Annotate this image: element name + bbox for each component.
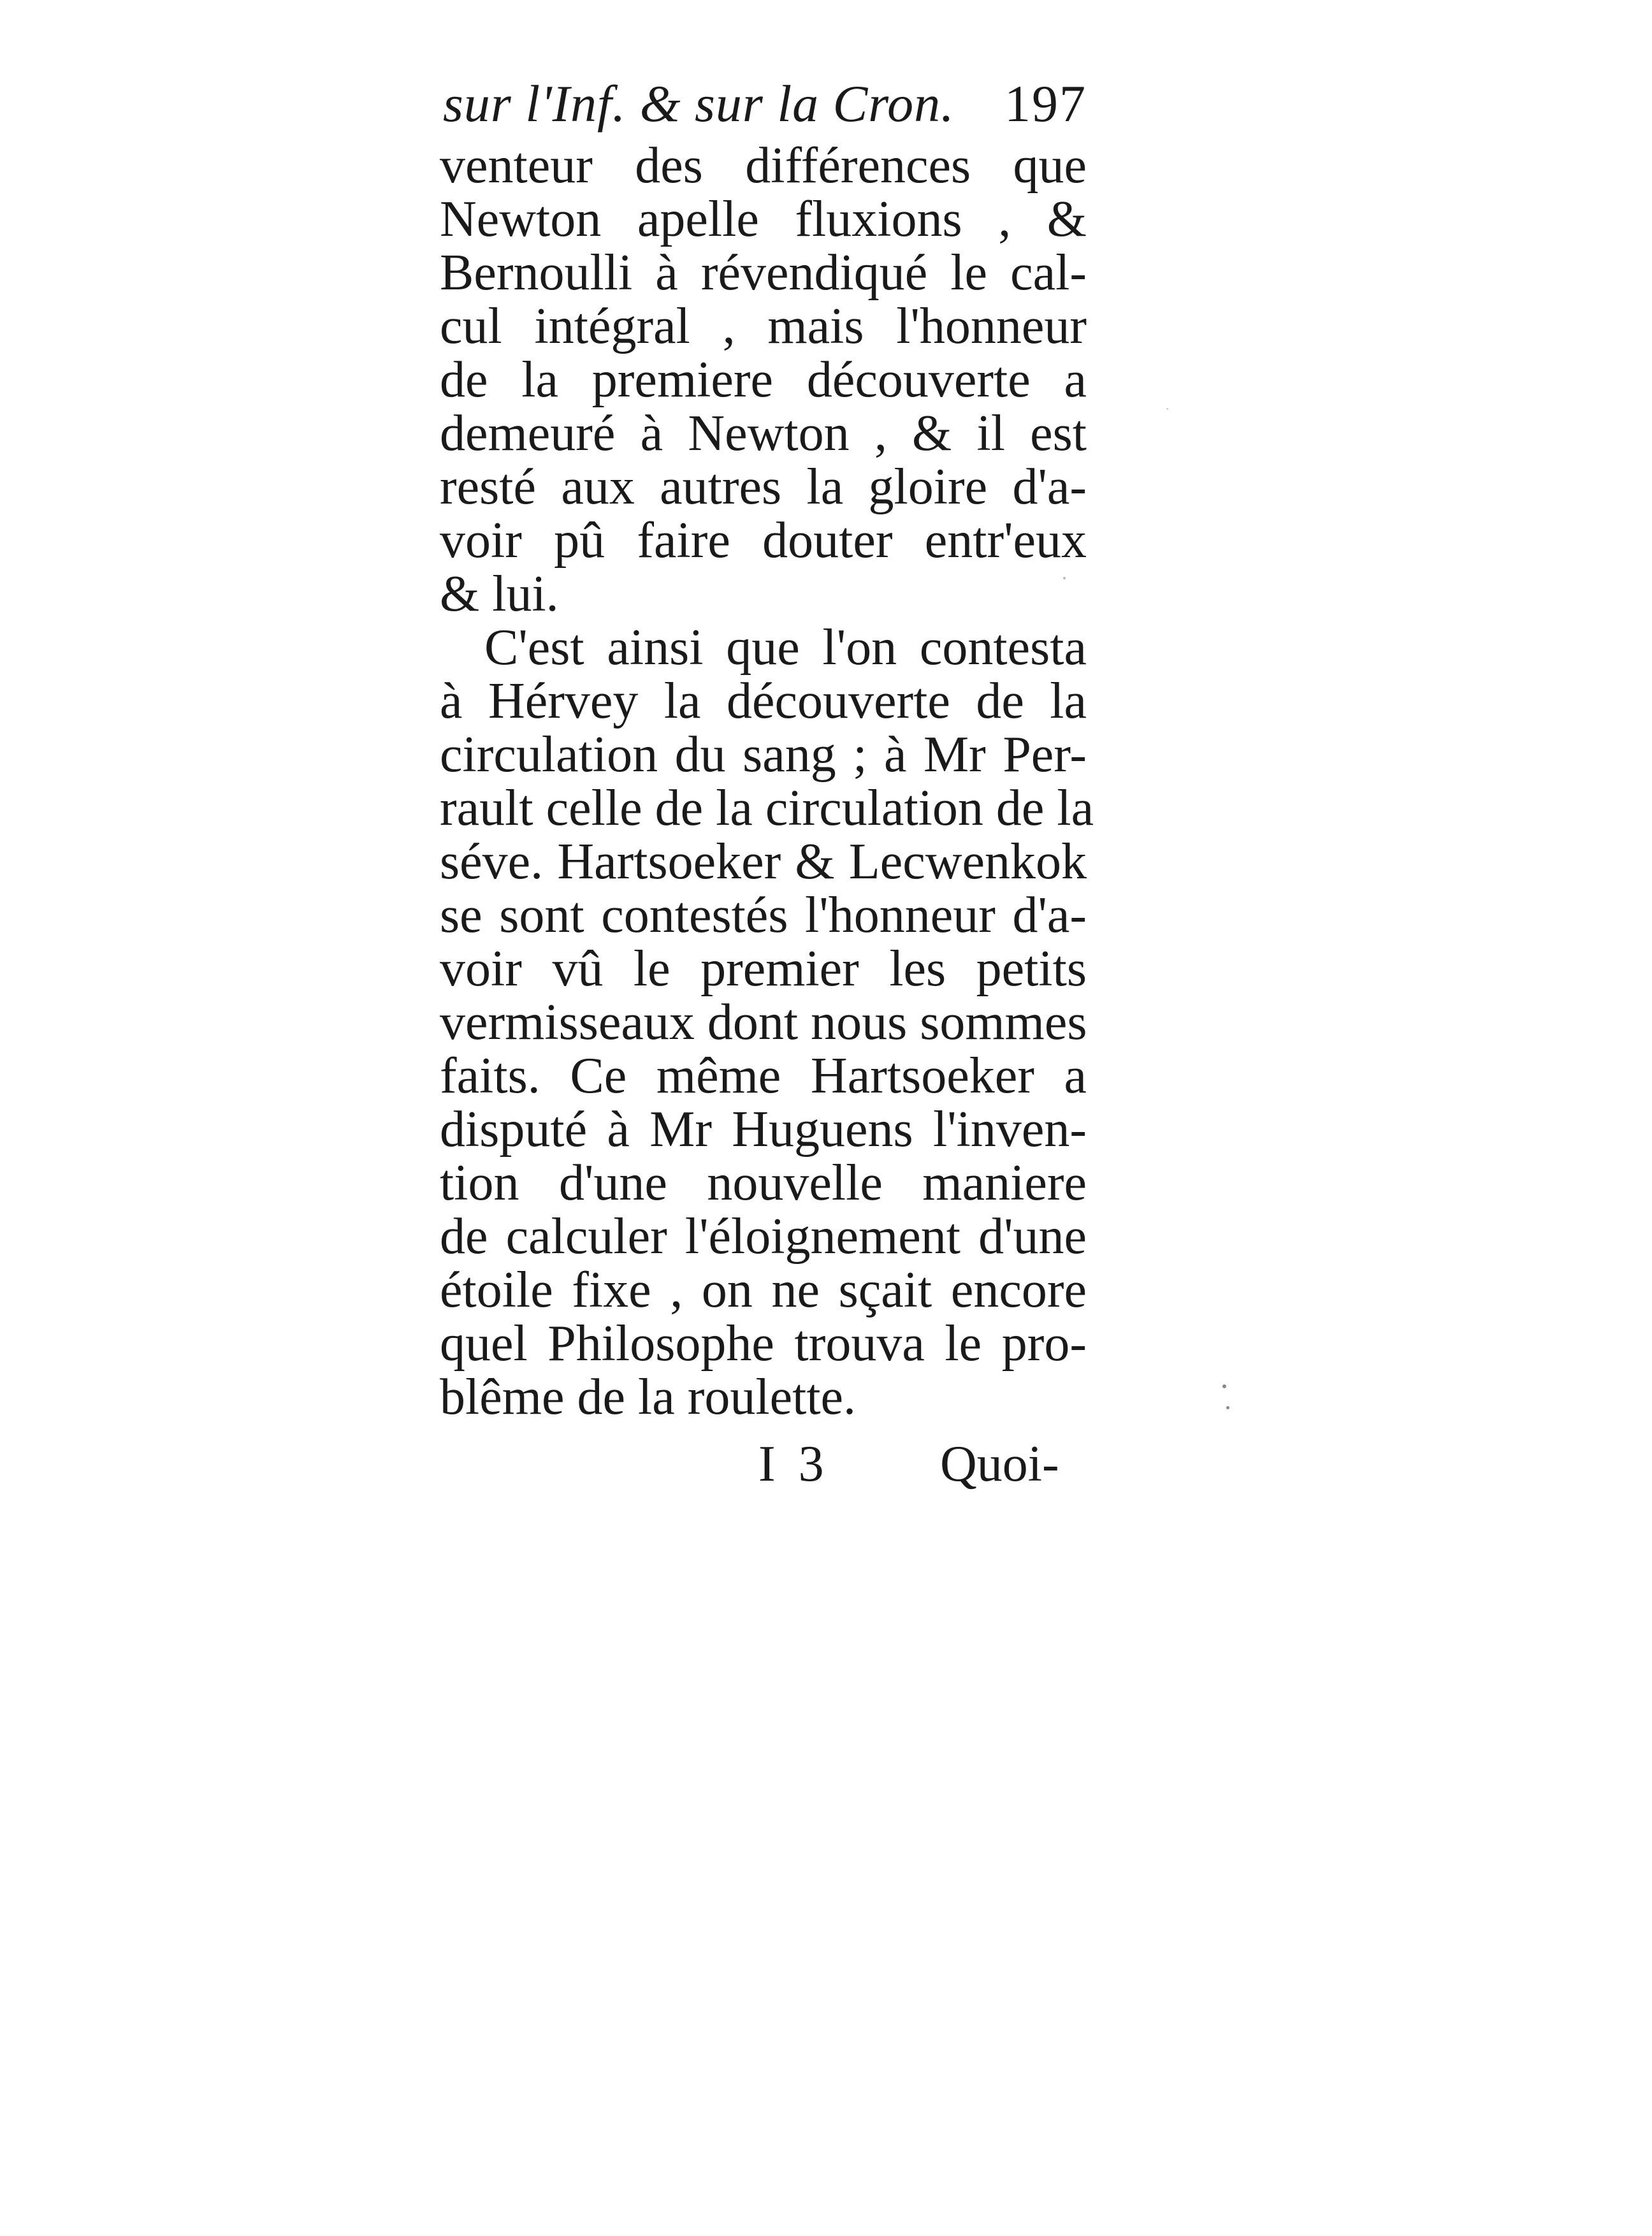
text-line: tion d'une nouvelle maniere bbox=[440, 1155, 1087, 1211]
running-title: sur l'Inf. & sur la Cron. bbox=[443, 75, 955, 133]
paper-speck bbox=[1222, 1384, 1226, 1388]
running-head bbox=[443, 69, 1087, 139]
text-line: resté aux autres la gloire d'a- bbox=[440, 459, 1087, 515]
text-line: C'est ainsi que l'on contesta bbox=[484, 620, 1087, 676]
body-text bbox=[440, 138, 1094, 1425]
text-line: voir vû le premier les petits bbox=[440, 941, 1087, 997]
text-line: & lui. bbox=[440, 566, 559, 622]
paper-speck bbox=[1063, 577, 1066, 579]
paper-speck bbox=[1166, 408, 1168, 410]
catchword: Quoi- bbox=[940, 1436, 1059, 1492]
text-line: se sont contestés l'honneur d'a- bbox=[440, 887, 1087, 943]
page-number: 197 bbox=[1004, 75, 1087, 133]
paper-speck bbox=[1226, 1406, 1229, 1409]
text-line: de la premiere découverte a bbox=[440, 352, 1087, 408]
text-line: voir pû faire douter entr'eux bbox=[440, 512, 1087, 569]
text-line: blême de la roulette. bbox=[440, 1369, 857, 1425]
text-line: quel Philosophe trouva le pro- bbox=[440, 1316, 1087, 1372]
text-line: venteur des différences que bbox=[440, 138, 1087, 194]
text-line: disputé à Mr Huguens l'inven- bbox=[440, 1101, 1087, 1158]
text-line: cul intégral , mais l'honneur bbox=[440, 298, 1087, 354]
text-line: vermisseaux dont nous sommes bbox=[440, 994, 1087, 1050]
text-line: demeuré à Newton , & il est bbox=[440, 405, 1087, 461]
text-line: faits. Ce même Hartsoeker a bbox=[440, 1048, 1087, 1104]
text-line: Bernoulli à révendiqué le cal- bbox=[440, 245, 1087, 301]
text-line: rault celle de la circulation de la bbox=[440, 780, 1094, 836]
signature-mark: I 3 bbox=[758, 1436, 829, 1492]
text-line: circulation du sang ; à Mr Per- bbox=[440, 727, 1087, 783]
text-line: de calculer l'éloignement d'une bbox=[440, 1209, 1087, 1265]
text-line: Newton apelle fluxions , & bbox=[440, 191, 1087, 247]
text-line: séve. Hartsoeker & Lecwenkok bbox=[440, 834, 1087, 890]
text-line: à Hérvey la découverte de la bbox=[440, 673, 1087, 729]
text-line: étoile fixe , on ne sçait encore bbox=[440, 1262, 1087, 1318]
